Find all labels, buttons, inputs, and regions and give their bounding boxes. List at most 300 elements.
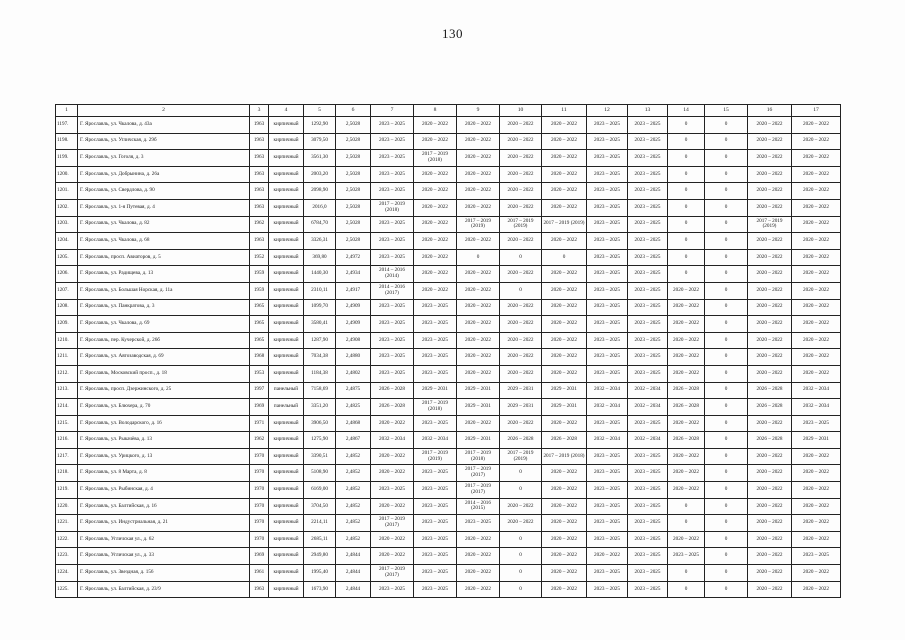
cell-col-2: Г. Ярославль, ул. Чкалова, д. 82 xyxy=(78,216,250,233)
cell-col-17: 2020 – 2022 xyxy=(792,531,841,548)
cell-col-6: 2,4825 xyxy=(336,399,371,416)
cell-col-9: 2020 – 2022 xyxy=(457,117,500,134)
cell-col-12: 2023 – 2025 xyxy=(587,498,628,515)
cell-col-4: кирпичный xyxy=(269,216,304,233)
cell-col-15: 0 xyxy=(705,448,748,465)
cell-col-8: 2023 – 2025 xyxy=(414,332,457,349)
cell-col-15: 0 xyxy=(705,117,748,134)
cell-col-16: 2020 – 2022 xyxy=(748,415,792,432)
cell-col-9: 2020 – 2022 xyxy=(457,565,500,582)
cell-col-14: 2026 – 2028 xyxy=(668,432,705,449)
cell-col-2: Г. Ярославль, ул. Индустриальная, д. 21 xyxy=(78,515,250,532)
cell-col-3: 1959 xyxy=(250,266,269,283)
cell-col-3: 1965 xyxy=(250,299,269,316)
cell-col-8: 2023 – 2025 xyxy=(414,415,457,432)
cell-col-12: 2023 – 2025 xyxy=(587,565,628,582)
cell-col-17: 2020 – 2022 xyxy=(792,299,841,316)
cell-col-11: 2020 – 2022 xyxy=(542,117,587,134)
cell-col-1: 1208. xyxy=(56,299,78,316)
table-row xyxy=(56,117,841,134)
cell-col-5: 3079,50 xyxy=(304,133,336,150)
cell-col-7: 2023 – 2025 xyxy=(371,581,414,598)
cell-col-4: кирпичный xyxy=(269,581,304,598)
cell-col-11: 2020 – 2022 xyxy=(542,233,587,250)
cell-col-13: 2023 – 2025 xyxy=(628,133,668,150)
cell-col-15: 0 xyxy=(705,133,748,150)
cell-col-6: 2,4852 xyxy=(336,465,371,482)
cell-col-11: 2020 – 2022 xyxy=(542,316,587,333)
cell-col-14: 2020 – 2022 xyxy=(668,316,705,333)
cell-col-6: 2,5028 xyxy=(336,150,371,167)
cell-col-6: 2,4852 xyxy=(336,448,371,465)
cell-col-16: 2020 – 2022 xyxy=(748,266,792,283)
cell-col-16: 2020 – 2022 xyxy=(748,316,792,333)
cell-col-1: 1204. xyxy=(56,233,78,250)
cell-col-11: 2020 – 2022 xyxy=(542,565,587,582)
cell-col-7: 2023 – 2025 xyxy=(371,482,414,499)
cell-col-12: 2032 – 2034 xyxy=(587,432,628,449)
cell-col-3: 1962 xyxy=(250,216,269,233)
cell-col-17: 2020 – 2022 xyxy=(792,332,841,349)
cell-col-11: 2020 – 2022 xyxy=(542,183,587,200)
cell-col-6: 2,5028 xyxy=(336,117,371,134)
cell-col-10: 2020 – 2022 xyxy=(500,199,542,216)
cell-col-8: 2032 – 2034 xyxy=(414,432,457,449)
cell-col-9: 2020 – 2022 xyxy=(457,316,500,333)
cell-col-5: 6784,70 xyxy=(304,216,336,233)
cell-col-8: 2020 – 2022 xyxy=(414,199,457,216)
cell-col-11: 2026 – 2028 xyxy=(542,432,587,449)
cell-col-4: кирпичный xyxy=(269,482,304,499)
cell-col-16: 2020 – 2022 xyxy=(748,166,792,183)
cell-col-15: 0 xyxy=(705,465,748,482)
cell-col-14: 0 xyxy=(668,199,705,216)
cell-col-13: 2023 – 2025 xyxy=(628,249,668,266)
cell-col-9: 2020 – 2022 xyxy=(457,349,500,366)
cell-col-10: 2017 – 2019 (2019) xyxy=(500,448,542,465)
header-cell-col-3: 3 xyxy=(250,105,269,117)
cell-col-12: 2020 – 2022 xyxy=(587,548,628,565)
cell-col-1: 1214. xyxy=(56,399,78,416)
cell-col-4: кирпичный xyxy=(269,349,304,366)
cell-col-14: 0 xyxy=(668,183,705,200)
cell-col-12: 2023 – 2025 xyxy=(587,332,628,349)
cell-col-8: 2020 – 2022 xyxy=(414,183,457,200)
cell-col-5: 1099,70 xyxy=(304,299,336,316)
cell-col-6: 2,4852 xyxy=(336,515,371,532)
cell-col-17: 2020 – 2022 xyxy=(792,349,841,366)
cell-col-1: 1216. xyxy=(56,432,78,449)
cell-col-2: Г. Ярославль, ул. Большая Норская, д. 11а xyxy=(78,282,250,299)
cell-col-13: 2023 – 2025 xyxy=(628,548,668,565)
cell-col-9: 2020 – 2022 xyxy=(457,531,500,548)
cell-col-15: 0 xyxy=(705,565,748,582)
cell-col-1: 1211. xyxy=(56,349,78,366)
cell-col-4: панельный xyxy=(269,382,304,399)
cell-col-16: 2020 – 2022 xyxy=(748,482,792,499)
cell-col-12: 2023 – 2025 xyxy=(587,349,628,366)
cell-col-10: 0 xyxy=(500,565,542,582)
cell-col-15: 0 xyxy=(705,382,748,399)
cell-col-12: 2023 – 2025 xyxy=(587,150,628,167)
cell-col-14: 0 xyxy=(668,249,705,266)
cell-col-5: 6169,00 xyxy=(304,482,336,499)
cell-col-14: 2020 – 2022 xyxy=(668,299,705,316)
cell-col-9: 2020 – 2022 xyxy=(457,282,500,299)
cell-col-3: 1965 xyxy=(250,316,269,333)
cell-col-4: кирпичный xyxy=(269,316,304,333)
cell-col-12: 2023 – 2025 xyxy=(587,216,628,233)
cell-col-11: 2029 – 2031 xyxy=(542,399,587,416)
cell-col-14: 2020 – 2022 xyxy=(668,365,705,382)
cell-col-6: 2,4880 xyxy=(336,349,371,366)
cell-col-13: 2032 – 2034 xyxy=(628,432,668,449)
cell-col-5: 3390,51 xyxy=(304,448,336,465)
cell-col-14: 2026 – 2028 xyxy=(668,382,705,399)
cell-col-3: 1970 xyxy=(250,498,269,515)
cell-col-5: 1995,40 xyxy=(304,565,336,582)
cell-col-16: 2020 – 2022 xyxy=(748,199,792,216)
cell-col-3: 1968 xyxy=(250,349,269,366)
cell-col-17: 2020 – 2022 xyxy=(792,498,841,515)
cell-col-16: 2020 – 2022 xyxy=(748,233,792,250)
cell-col-16: 2020 – 2022 xyxy=(748,548,792,565)
cell-col-10: 2020 – 2022 xyxy=(500,349,542,366)
cell-col-1: 1207. xyxy=(56,282,78,299)
cell-col-12: 2023 – 2025 xyxy=(587,266,628,283)
cell-col-7: 2017 – 2019 (2017) xyxy=(371,515,414,532)
page-number: 130 xyxy=(442,26,463,41)
cell-col-3: 1970 xyxy=(250,465,269,482)
table-row xyxy=(56,399,841,416)
cell-col-4: кирпичный xyxy=(269,465,304,482)
cell-col-7: 2026 – 2028 xyxy=(371,382,414,399)
cell-col-6: 2,5028 xyxy=(336,133,371,150)
cell-col-13: 2023 – 2025 xyxy=(628,299,668,316)
cell-col-9: 2017 – 2019 (2017) xyxy=(457,465,500,482)
cell-col-8: 2023 – 2025 xyxy=(414,498,457,515)
cell-col-5: 1292,90 xyxy=(304,117,336,134)
cell-col-14: 0 xyxy=(668,498,705,515)
cell-col-15: 0 xyxy=(705,365,748,382)
cell-col-17: 2020 – 2022 xyxy=(792,365,841,382)
cell-col-11: 2020 – 2022 xyxy=(542,465,587,482)
cell-col-9: 2020 – 2022 xyxy=(457,266,500,283)
cell-col-10: 2020 – 2022 xyxy=(500,266,542,283)
cell-col-14: 2020 – 2022 xyxy=(668,332,705,349)
table-row xyxy=(56,299,841,316)
cell-col-2: Г. Ярославль, ул. Чкалова, д. 69 xyxy=(78,316,250,333)
cell-col-2: Г. Ярославль, ул. Блюхера, д. 70 xyxy=(78,399,250,416)
cell-col-11: 2020 – 2022 xyxy=(542,548,587,565)
cell-col-2: Г. Ярославль, ул. Чкалова, д. 68 xyxy=(78,233,250,250)
cell-col-16: 2020 – 2022 xyxy=(748,150,792,167)
cell-col-1: 1198. xyxy=(56,133,78,150)
cell-col-7: 2020 – 2022 xyxy=(371,448,414,465)
cell-col-6: 2,4909 xyxy=(336,316,371,333)
header-cell-col-16: 16 xyxy=(748,105,792,117)
cell-col-2: Г. Ярославль, ул. Чкалова, д. 43а xyxy=(78,117,250,134)
cell-col-16: 2020 – 2022 xyxy=(748,515,792,532)
cell-col-8: 2020 – 2022 xyxy=(414,166,457,183)
cell-col-8: 2020 – 2022 xyxy=(414,133,457,150)
cell-col-12: 2023 – 2025 xyxy=(587,448,628,465)
cell-col-10: 2020 – 2022 xyxy=(500,183,542,200)
cell-col-5: 1275,90 xyxy=(304,432,336,449)
cell-col-17: 2020 – 2022 xyxy=(792,183,841,200)
cell-col-10: 2017 – 2019 (2019) xyxy=(500,216,542,233)
cell-col-11: 2017 – 2019 (2018) xyxy=(542,448,587,465)
cell-col-7: 2017 – 2019 (2017) xyxy=(371,565,414,582)
header-cell-col-12: 12 xyxy=(587,105,628,117)
cell-col-11: 2020 – 2022 xyxy=(542,482,587,499)
cell-col-14: 0 xyxy=(668,150,705,167)
cell-col-16: 2020 – 2022 xyxy=(748,581,792,598)
cell-col-15: 0 xyxy=(705,282,748,299)
cell-col-1: 1200. xyxy=(56,166,78,183)
cell-col-15: 0 xyxy=(705,515,748,532)
cell-col-1: 1197. xyxy=(56,117,78,134)
cell-col-9: 2017 – 2019 (2017) xyxy=(457,482,500,499)
cell-col-5: 7034,38 xyxy=(304,349,336,366)
cell-col-5: 3351,20 xyxy=(304,399,336,416)
cell-col-7: 2023 – 2025 xyxy=(371,349,414,366)
table-row xyxy=(56,515,841,532)
table-row xyxy=(56,448,841,465)
cell-col-6: 2,5028 xyxy=(336,216,371,233)
cell-col-6: 2,4972 xyxy=(336,249,371,266)
cell-col-2: Г. Ярославль, ул. Рыбинская, д. 4 xyxy=(78,482,250,499)
cell-col-17: 2020 – 2022 xyxy=(792,117,841,134)
cell-col-4: кирпичный xyxy=(269,565,304,582)
cell-col-7: 2023 – 2025 xyxy=(371,233,414,250)
cell-col-11: 2020 – 2022 xyxy=(542,415,587,432)
cell-col-14: 0 xyxy=(668,117,705,134)
table-row xyxy=(56,166,841,183)
cell-col-13: 2023 – 2025 xyxy=(628,465,668,482)
cell-col-3: 1959 xyxy=(250,282,269,299)
header-cell-col-7: 7 xyxy=(371,105,414,117)
cell-col-6: 2,5028 xyxy=(336,183,371,200)
cell-col-2: Г. Ярославль, ул. 1-я Путевая, д. 4 xyxy=(78,199,250,216)
cell-col-11: 0 xyxy=(542,249,587,266)
cell-col-3: 1970 xyxy=(250,448,269,465)
header-cell-col-1: 1 xyxy=(56,105,78,117)
cell-col-14: 2020 – 2022 xyxy=(668,465,705,482)
cell-col-8: 2023 – 2025 xyxy=(414,316,457,333)
cell-col-10: 2020 – 2022 xyxy=(500,498,542,515)
table-row xyxy=(56,282,841,299)
cell-col-13: 2023 – 2025 xyxy=(628,332,668,349)
cell-col-15: 0 xyxy=(705,249,748,266)
cell-col-1: 1212. xyxy=(56,365,78,382)
cell-col-15: 0 xyxy=(705,581,748,598)
cell-col-14: 0 xyxy=(668,266,705,283)
cell-col-5: 2016,0 xyxy=(304,199,336,216)
cell-col-12: 2032 – 2034 xyxy=(587,399,628,416)
cell-col-2: Г. Ярославль, ул. Радищева, д. 13 xyxy=(78,266,250,283)
cell-col-10: 2020 – 2022 xyxy=(500,515,542,532)
cell-col-15: 0 xyxy=(705,482,748,499)
cell-col-15: 0 xyxy=(705,166,748,183)
cell-col-17: 2020 – 2022 xyxy=(792,150,841,167)
cell-col-13: 2023 – 2025 xyxy=(628,266,668,283)
cell-col-3: 1969 xyxy=(250,548,269,565)
cell-col-9: 2020 – 2022 xyxy=(457,166,500,183)
cell-col-1: 1219. xyxy=(56,482,78,499)
cell-col-14: 0 xyxy=(668,515,705,532)
cell-col-7: 2023 – 2025 xyxy=(371,183,414,200)
table-row xyxy=(56,498,841,515)
cell-col-1: 1222. xyxy=(56,531,78,548)
cell-col-6: 2,4934 xyxy=(336,266,371,283)
cell-col-17: 2020 – 2022 xyxy=(792,482,841,499)
cell-col-16: 2020 – 2022 xyxy=(748,332,792,349)
cell-col-4: кирпичный xyxy=(269,515,304,532)
cell-col-16: 2026 – 2028 xyxy=(748,382,792,399)
cell-col-8: 2017 – 2019 (2018) xyxy=(414,399,457,416)
cell-col-8: 2017 – 2019 (2019) xyxy=(414,448,457,465)
cell-col-2: Г. Ярославль, Угличская ул., д. 62 xyxy=(78,531,250,548)
cell-col-3: 1962 xyxy=(250,432,269,449)
cell-col-9: 2020 – 2022 xyxy=(457,548,500,565)
header-cell-col-15: 15 xyxy=(705,105,748,117)
cell-col-17: 2032 – 2034 xyxy=(792,399,841,416)
cell-col-5: 2098,90 xyxy=(304,183,336,200)
cell-col-6: 2,4802 xyxy=(336,365,371,382)
header-cell-col-14: 14 xyxy=(668,105,705,117)
cell-col-9: 2029 – 2031 xyxy=(457,382,500,399)
cell-col-7: 2023 – 2025 xyxy=(371,133,414,150)
cell-col-15: 0 xyxy=(705,266,748,283)
cell-col-10: 2020 – 2022 xyxy=(500,166,542,183)
cell-col-14: 0 xyxy=(668,565,705,582)
cell-col-17: 2020 – 2022 xyxy=(792,316,841,333)
cell-col-3: 1952 xyxy=(250,249,269,266)
cell-col-3: 1970 xyxy=(250,482,269,499)
header-cell-col-4: 4 xyxy=(269,105,304,117)
table-row xyxy=(56,183,841,200)
cell-col-7: 2023 – 2025 xyxy=(371,332,414,349)
cell-col-6: 2,4844 xyxy=(336,565,371,582)
cell-col-5: 1184,38 xyxy=(304,365,336,382)
cell-col-12: 2023 – 2025 xyxy=(587,133,628,150)
header-cell-col-9: 9 xyxy=(457,105,500,117)
cell-col-15: 0 xyxy=(705,548,748,565)
cell-col-8: 2029 – 2031 xyxy=(414,382,457,399)
cell-col-2: Г. Ярославль, Угличская ул., д. 33 xyxy=(78,548,250,565)
cell-col-5: 2003,20 xyxy=(304,166,336,183)
cell-col-8: 2023 – 2025 xyxy=(414,548,457,565)
cell-col-8: 2023 – 2025 xyxy=(414,581,457,598)
cell-col-11: 2020 – 2022 xyxy=(542,531,587,548)
cell-col-15: 0 xyxy=(705,199,748,216)
table-row xyxy=(56,216,841,233)
cell-col-15: 0 xyxy=(705,183,748,200)
cell-col-12: 2032 – 2034 xyxy=(587,382,628,399)
table-row xyxy=(56,482,841,499)
cell-col-5: 1287,90 xyxy=(304,332,336,349)
cell-col-10: 0 xyxy=(500,548,542,565)
cell-col-17: 2023 – 2025 xyxy=(792,548,841,565)
cell-col-5: 3704,50 xyxy=(304,498,336,515)
cell-col-16: 2020 – 2022 xyxy=(748,299,792,316)
cell-col-3: 1953 xyxy=(250,365,269,382)
cell-col-1: 1223. xyxy=(56,548,78,565)
cell-col-13: 2023 – 2025 xyxy=(628,282,668,299)
cell-col-17: 2020 – 2022 xyxy=(792,565,841,582)
cell-col-17: 2032 – 2034 xyxy=(792,382,841,399)
cell-col-9: 2020 – 2022 xyxy=(457,150,500,167)
cell-col-9: 2029 – 2031 xyxy=(457,399,500,416)
cell-col-5: 5108,90 xyxy=(304,465,336,482)
cell-col-3: 1963 xyxy=(250,199,269,216)
cell-col-7: 2020 – 2022 xyxy=(371,498,414,515)
cell-col-13: 2023 – 2025 xyxy=(628,199,668,216)
cell-col-15: 0 xyxy=(705,316,748,333)
cell-col-1: 1217. xyxy=(56,448,78,465)
cell-col-9: 2020 – 2022 xyxy=(457,299,500,316)
cell-col-6: 2,4868 xyxy=(336,415,371,432)
cell-col-2: Г. Ярославль, просп. Дзержинского, д. 25 xyxy=(78,382,250,399)
cell-col-1: 1209. xyxy=(56,316,78,333)
cell-col-11: 2020 – 2022 xyxy=(542,498,587,515)
cell-col-10: 0 xyxy=(500,465,542,482)
cell-col-17: 2020 – 2022 xyxy=(792,448,841,465)
cell-col-17: 2020 – 2022 xyxy=(792,233,841,250)
cell-col-16: 2020 – 2022 xyxy=(748,282,792,299)
cell-col-10: 2026 – 2028 xyxy=(500,432,542,449)
cell-col-10: 2029 – 2031 xyxy=(500,399,542,416)
cell-col-4: кирпичный xyxy=(269,299,304,316)
cell-col-4: кирпичный xyxy=(269,133,304,150)
cell-col-14: 0 xyxy=(668,233,705,250)
cell-col-17: 2029 – 2031 xyxy=(792,432,841,449)
cell-col-14: 0 xyxy=(668,216,705,233)
cell-col-4: кирпичный xyxy=(269,233,304,250)
cell-col-4: кирпичный xyxy=(269,166,304,183)
cell-col-2: Г. Ярославль, ул. Урицкого, д. 13 xyxy=(78,448,250,465)
cell-col-3: 1963 xyxy=(250,150,269,167)
cell-col-2: Г. Ярославль, ул. Угличская, д. 29б xyxy=(78,133,250,150)
cell-col-14: 2020 – 2022 xyxy=(668,531,705,548)
cell-col-10: 0 xyxy=(500,531,542,548)
cell-col-4: кирпичный xyxy=(269,183,304,200)
cell-col-15: 0 xyxy=(705,299,748,316)
cell-col-5: 3326,31 xyxy=(304,233,336,250)
cell-col-3: 1963 xyxy=(250,233,269,250)
cell-col-12: 2023 – 2025 xyxy=(587,465,628,482)
cell-col-2: Г. Ярославль, ул. Балтийская, д. 16 xyxy=(78,498,250,515)
cell-col-8: 2020 – 2022 xyxy=(414,117,457,134)
cell-col-6: 2,4852 xyxy=(336,498,371,515)
table-row xyxy=(56,465,841,482)
cell-col-2: Г. Ярославль, Московский просп., д. 18 xyxy=(78,365,250,382)
cell-col-10: 0 xyxy=(500,249,542,266)
cell-col-3: 1970 xyxy=(250,515,269,532)
table-row xyxy=(56,365,841,382)
cell-col-1: 1218. xyxy=(56,465,78,482)
header-cell-col-17: 17 xyxy=(792,105,841,117)
cell-col-9: 2020 – 2022 xyxy=(457,233,500,250)
cell-col-5: 2685,11 xyxy=(304,531,336,548)
table-row xyxy=(56,531,841,548)
cell-col-9: 2020 – 2022 xyxy=(457,415,500,432)
cell-col-2: Г. Ярославль, ул. Рыкачёва, д. 13 xyxy=(78,432,250,449)
cell-col-17: 2020 – 2022 xyxy=(792,133,841,150)
table-row xyxy=(56,332,841,349)
cell-col-16: 2020 – 2022 xyxy=(748,249,792,266)
